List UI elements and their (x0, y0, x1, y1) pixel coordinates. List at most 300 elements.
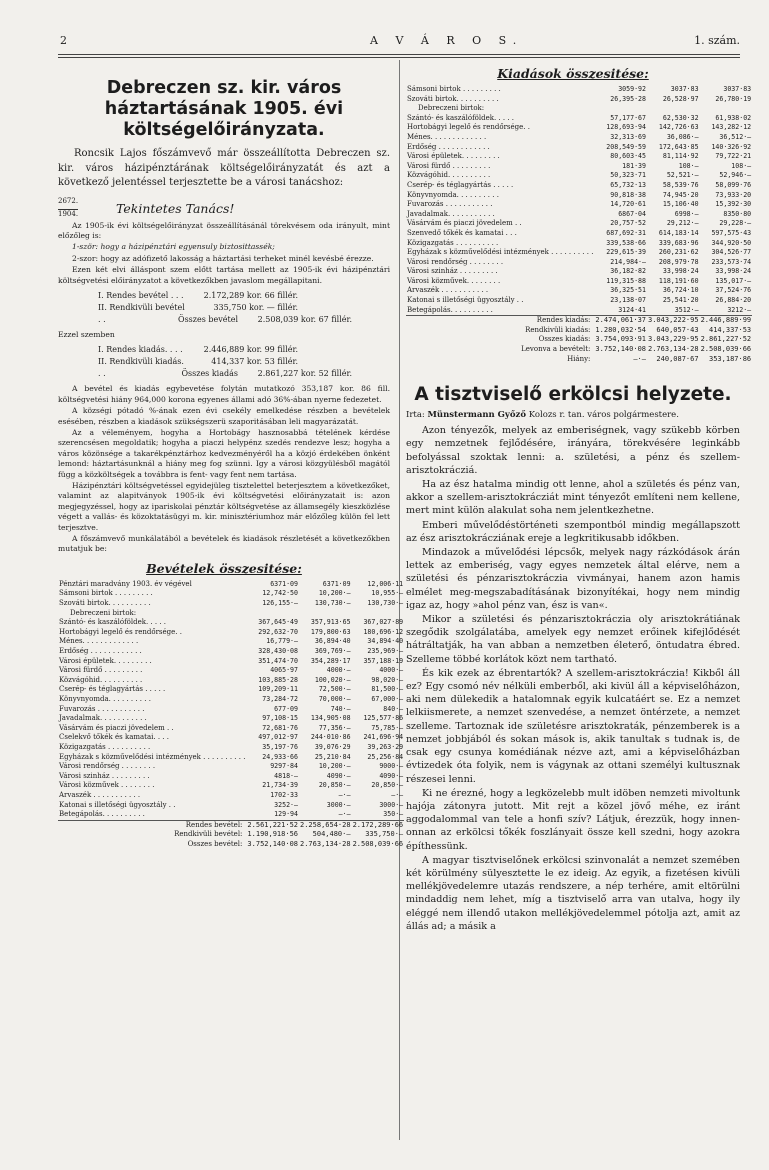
row-value: 36,894·40 (314, 637, 351, 646)
total-row (406, 345, 752, 355)
total-value: 2.474,061·37 (595, 316, 646, 325)
row-value: 740·— (330, 704, 351, 713)
row-value: 3037·83 (670, 85, 699, 93)
row-value: 90,818·38 (610, 190, 646, 199)
row-value: 3252·— (274, 800, 298, 809)
row-value: 351,474·70 (258, 656, 298, 665)
table-row (406, 277, 752, 287)
row-value: 6371·09 (270, 579, 298, 588)
table-row (58, 810, 404, 820)
row-value: 241,696·94 (363, 733, 404, 742)
row-value: 3512·— (674, 305, 699, 314)
total-value: 640,057·43 (656, 325, 699, 334)
row-value: 597,575·43 (711, 228, 752, 237)
expense-summary (98, 344, 390, 380)
row-label: Debreczeni birtok: (418, 104, 485, 113)
row-value: 6371·09 (322, 579, 351, 588)
row-value: 4065·97 (270, 666, 298, 675)
summary-total: Összes kiadás 2.861,227 kor. 52 fillér. (181, 369, 352, 379)
table-row (406, 210, 752, 220)
total-value: 2.508,039·66 (352, 839, 404, 848)
row-value: 357,913·65 (310, 618, 351, 627)
row-value: 292,632·70 (258, 627, 298, 636)
row-value: 14,720·61 (610, 200, 646, 209)
row-label: Könyvnyomda. . . . . . . . . . (59, 694, 151, 703)
row-value: 4090·— (326, 771, 351, 780)
row-value: 369,769·— (314, 647, 351, 655)
row-value: 29,228·— (719, 219, 752, 228)
row-label: Cserép- és téglagyártás . . . . . (407, 180, 514, 189)
table-row (58, 580, 404, 590)
author-title: Kolozs r. tan. város polgármestere. (528, 410, 679, 421)
table-row (58, 657, 404, 667)
row-value: 3059·92 (618, 85, 646, 93)
total-value: 3.043,229·95 (648, 335, 699, 344)
row-label: Közvágóhid. . . . . . . . . . (407, 171, 491, 180)
row-label: Fuvarozás . . . . . . . . . . . (59, 704, 145, 713)
row-value: 229,615·39 (606, 248, 646, 257)
row-value: 339,683·96 (658, 238, 699, 247)
total-row (58, 840, 404, 850)
total-label: Rendes bevétel: (58, 820, 246, 830)
row-value: —·— (338, 810, 351, 819)
row-value: 16,779·— (266, 637, 298, 646)
table-row (58, 618, 404, 628)
row-value: 97,108·15 (262, 714, 298, 723)
total-row (58, 820, 404, 830)
paragraph: Az 1905-ik évi költségelőirányzat összeállításánál törekvésem oda irányult, mint előzőleg is: (58, 220, 390, 240)
table-row (58, 628, 404, 638)
table-row (406, 200, 752, 210)
row-value: 9000·— (379, 762, 404, 771)
row-value: 20,850·— (318, 781, 351, 790)
article-title-budget: Debreczen sz. kir. város háztartásának 1905. évi költségelőirányzata. (104, 78, 344, 140)
total-label: Összes kiadás: (538, 335, 591, 344)
row-label: Városi szinház . . . . . . . . . (59, 771, 150, 780)
row-value: 6998·— (674, 209, 699, 218)
total-value: 240,087·67 (656, 354, 699, 363)
table-row (58, 772, 404, 782)
row-value: 81,500·— (371, 685, 404, 694)
table-row (406, 143, 752, 153)
total-value: 3.752,140·08 (247, 839, 298, 848)
row-label: Szováti birtok. . . . . . . . . . (59, 599, 151, 608)
right-column (406, 64, 752, 934)
row-value: 128,693·94 (606, 123, 646, 132)
revenue-table-title: Bevételek összesitése: (146, 560, 302, 576)
row-value: 3000·— (326, 800, 351, 809)
summary-total: Összes bevétel 2.508,039 kor. 67 fillér. (178, 314, 352, 324)
article-lead: Roncsik Lajos főszámvevő már összeállította Debreczen sz. kir. város házipénztárának költségelőirányzatát és azt a következő jelentéssel terjesztette be a városi tanácshoz: (58, 148, 390, 188)
row-value: 20,757·52 (610, 219, 646, 228)
row-value: 109,209·11 (258, 685, 298, 694)
paragraph: Azon tényezők, melyek az emberiségnek, vagy szükebb körben egy nemzetnek fejlődésére, irányára, törekvésére leginkább befolyással szoktak lenni: a. születési, a pénz és szellem-arisztokrácziá. (406, 425, 740, 476)
row-value: 52,946·— (719, 171, 752, 180)
row-value: 100,020·— (314, 675, 351, 684)
row-value: 108·— (731, 161, 752, 170)
row-value: 840·— (383, 704, 404, 713)
salutation: Tekintetes Tanács! (116, 200, 235, 216)
income-summary (98, 290, 390, 326)
row-label: Városi fürdő . . . . . . . . . (407, 161, 491, 170)
row-value (594, 104, 647, 114)
revenue-table (58, 580, 404, 850)
row-value: 4090·— (379, 771, 404, 780)
article-body (406, 424, 740, 933)
page-header (60, 34, 740, 50)
article-title-officials: A tisztviselő erkölcsi helyzete. (414, 384, 732, 406)
row-label: Szováti birtok. . . . . . . . . . (407, 94, 499, 103)
row-value: 36,724·10 (662, 286, 699, 295)
masthead-title: A V Á R O S. (370, 34, 524, 47)
row-value: 15,392·30 (715, 200, 752, 209)
row-label: Betegápolás. . . . . . . . . . (59, 810, 145, 819)
row-value: 244·010·86 (310, 733, 351, 742)
byline (406, 410, 740, 420)
total-label: Rendes kiadás: (406, 316, 594, 326)
paragraph: Ha az ész hatalma mindig ott lenne, ahol a születés és pénz van, akkor a szellem-arisztokrácziát mint tényezőt említeni nem kellene, mert mint külön alakulat soha nem jelentkezhetne. (406, 479, 740, 517)
total-label: Rendkivüli bevétel: (174, 830, 243, 839)
total-row (58, 830, 404, 840)
total-value: —·— (633, 354, 646, 363)
total-row (406, 335, 752, 345)
table-row (58, 599, 404, 609)
row-value: 497,012·97 (258, 733, 298, 742)
row-value: 350·— (383, 810, 404, 819)
row-value: 75,785·— (371, 723, 404, 732)
row-label: Erdőség . . . . . . . . . . . . (407, 142, 490, 151)
table-row (406, 267, 752, 277)
row-value: 36,086·— (666, 132, 699, 141)
row-value (246, 609, 299, 619)
row-value: 180,696·12 (363, 627, 404, 636)
table-row (406, 171, 752, 181)
row-value: 62,530·32 (662, 113, 699, 122)
row-value: 304,526·77 (711, 248, 752, 257)
total-label: Összes bevétel: (187, 839, 243, 848)
table-row (58, 791, 404, 801)
row-value: 39,263·29 (367, 742, 404, 751)
row-value: 4000·— (379, 666, 404, 675)
row-value: —·— (338, 790, 351, 799)
row-value: 214,984·— (610, 257, 646, 266)
row-value: 10,200·— (318, 762, 351, 771)
row-value: 77,356·— (318, 723, 351, 732)
row-value: 3212·— (727, 305, 752, 314)
row-label: Városi épületek. . . . . . . . . (59, 656, 152, 665)
table-row (58, 753, 404, 763)
row-label: Egyházak s közművelődési intézmények . . . . . . . . . . (407, 248, 594, 257)
row-value: 208,979·78 (658, 257, 699, 266)
table-row (406, 258, 752, 268)
table-row (58, 743, 404, 753)
row-label: Városi fürdő . . . . . . . . . (59, 666, 143, 675)
header-rule (58, 54, 740, 55)
row-label: Katonai s illetőségi ügyosztály . . (59, 800, 176, 809)
row-value: 367,645·49 (258, 618, 298, 627)
row-value: 26,884·20 (715, 296, 752, 305)
row-value: 32,313·69 (610, 132, 646, 141)
row-value: 140·326·92 (711, 142, 752, 151)
total-value: 414,337·53 (709, 325, 752, 334)
row-value: 181·39 (622, 161, 646, 170)
table-row (58, 801, 404, 811)
expenses-table-title: Kiadások összesitése: (497, 66, 649, 81)
row-label: Hortobágyi legelő és rendőrsége. . (407, 123, 530, 132)
row-value: 61,938·02 (715, 113, 752, 122)
table-row (406, 191, 752, 201)
row-value: 52,521·— (666, 171, 699, 180)
row-value: 26,395·28 (610, 94, 646, 103)
row-label: Sámsoni birtok . . . . . . . . . (59, 589, 153, 598)
row-label: Vásárvám és piaczi jövedelem . . (407, 219, 522, 228)
row-value: 65,732·13 (610, 180, 646, 189)
row-label: Hortobágyi legelő és rendőrsége. . (59, 627, 182, 636)
row-label: Katonai s illetőségi ügyosztály . . (407, 296, 524, 305)
paragraph: A magyar tisztviselőnek erkölcsi szinvonalát a nemzet szemében két körülmény sülyesztette le ez ideig. Az egyik, a fizetésen kivüli mellékjövedelemre utazás rendszere, a nép terhére, amit eltörülni mindaddig nem lehet, míg a tisztviselő arra van utalva, hogy ily eléggé nem illendő utakon mellékjövedelemmel pótolja azt, amit az állás ad; a másik a (406, 854, 740, 932)
row-label: Erdőség . . . . . . . . . . . . (59, 647, 142, 655)
paragraph: A községi pótadó %-ának ezen évi csekély emelkedése részben a bevételek esésében, részben a kiadások szükségszerü szaporitásában leli magyarázatát. (58, 406, 390, 426)
page-number: 2 (60, 34, 67, 47)
total-value: 2.561,221·52 (247, 820, 298, 829)
table-row (58, 666, 404, 676)
row-value: 3124·41 (618, 305, 646, 314)
row-value: 10,955·— (371, 589, 404, 598)
row-value: 179,800·63 (310, 627, 351, 636)
paragraph: Mikor a születési és pénzarisztokráczia oly arisztokrátiának szegődik szolgálatába, amelyek egy nemzet erőinek kifejlődését hátráltatják, ha van abban a nemzetben életerő, öntudatra ébred. Szelleme többé korlátok közt nem tartható. (406, 614, 740, 665)
row-value: 58,099·76 (715, 180, 752, 189)
row-label: Cserép- és téglagyártás . . . . . (59, 685, 166, 694)
row-value: 130,730·— (314, 599, 351, 608)
row-value: 25,210·84 (314, 752, 351, 761)
table-row (406, 296, 752, 306)
row-value: 67,000·— (371, 694, 404, 703)
row-value: 39,076·29 (314, 742, 351, 751)
row-label: Szántó- és kaszálóföldek. . . . . (407, 113, 514, 122)
row-value: 4000·— (326, 666, 351, 675)
table-row (406, 104, 752, 114)
row-label: Betegápolás. . . . . . . . . . (407, 305, 493, 314)
table-row (406, 306, 752, 316)
row-value: 233,573·74 (711, 257, 752, 266)
author-name: Münstermann Győző (427, 410, 527, 421)
row-value: 73,933·20 (715, 190, 752, 199)
table-row (406, 133, 752, 143)
row-value: 344,920·50 (711, 238, 752, 247)
reference-year: 1904. (58, 209, 79, 218)
row-value: 235,969·— (367, 647, 404, 655)
row-value: 328,430·08 (258, 647, 298, 655)
row-label: Városi szinház . . . . . . . . . (407, 267, 498, 276)
row-value: 687,692·31 (606, 228, 646, 237)
total-value: 1.190,918·56 (247, 830, 298, 839)
total-value: 353,187·86 (709, 354, 752, 363)
row-value: 70,000·— (318, 694, 351, 703)
row-value: 677·09 (274, 704, 298, 713)
row-label: Városi közművek. . . . . . . . (407, 276, 501, 285)
row-value: 260,231·62 (658, 248, 699, 257)
row-label: Szenvedő tőkék és kamatai . . . (407, 228, 517, 237)
row-value: 36,512·— (719, 132, 752, 141)
row-value: 35,197·76 (262, 742, 298, 751)
row-value: 208,549·59 (606, 142, 646, 151)
total-value: 2.258,654·28 (300, 820, 351, 829)
total-value: 2.763,134·28 (648, 345, 699, 354)
table-row (58, 695, 404, 705)
table-row (406, 229, 752, 239)
row-value: 36,182·82 (610, 267, 646, 276)
paragraph: 1-ször: hogy a házipénztári egyensuly biztosittassék; (72, 242, 275, 252)
row-value: 57,177·67 (610, 113, 646, 122)
row-value: 12,742·50 (262, 589, 298, 598)
table-row (406, 114, 752, 124)
row-value: 25,256·84 (367, 752, 404, 761)
paragraph: Ezzel szemben (58, 329, 115, 339)
total-value: 3.754,093·91 (595, 335, 646, 344)
summary-row: II. Rendkivüli bevétel . . 335,750 kor. — fillér. (98, 302, 298, 324)
total-row (406, 326, 752, 336)
table-row (58, 647, 404, 657)
row-value: 172,643·85 (658, 142, 699, 151)
row-value: 134,905·08 (310, 714, 351, 723)
paragraph: Emberi művelődéstörténeti szempontból mindig megállapszott az ész arisztokrácziának ereje a legkritikusabb időkben. (406, 519, 740, 544)
row-value (647, 104, 700, 114)
summary-row: II. Rendkivüli kiadás. . . 414,337 kor. 53 fillér. (98, 357, 298, 379)
row-label: Javadalmak. . . . . . . . . . . (59, 714, 147, 723)
paragraph: És kik ezek az ébrentartók? A szellem-arisztokráczia! Kikből áll ez? Egy csomó név nélküli emberből, aki kivül áll a képviselőházon, aki nem dülekedik a hatalomnak egyik kulcatáért se. Ez a nemzet lelkiismerete, a nemzet szenvedése, a nemzet öntérzete, a nemzet szelleme. Tartoznak ide születésre arisztokraták, pénzemberek is a nemzet jobbjából és sokan mások is, akik tanultak s tudnak is, de csak egy csunya komédiának nézve azt, ami a képviselőházban évtizedek óta folyik, nem is vágynak az ottani személyi kultusznak részesei lenni. (406, 667, 740, 785)
row-value: 74,945·20 (662, 190, 699, 199)
paragraph: 2-szor: hogy az adófizető lakosság a háztartási terheket minél kevésbé érezze. (72, 253, 374, 263)
paragraph: Mindazok a művelődési lépcsők, melyek nagy rázkódások árán lettek az emberiség, vagy egyes nemzetek által elérve, nem a születési és pénzarisztokráczia vivmányai, hanem azon hamis elmélet meg-megszabadításának bizonyítékai, hogy nem mindig igaz az, hogy »ahol pénz van, ész is van«. (406, 547, 740, 611)
total-value: 504,480·— (312, 830, 351, 839)
total-value: 1.280,032·54 (595, 325, 646, 334)
row-value: 129·94 (274, 810, 298, 819)
row-value: 8350·80 (723, 209, 752, 218)
row-value: 119,315·88 (606, 276, 646, 285)
header-rule-thin (58, 57, 740, 58)
row-value: 108·— (678, 161, 699, 170)
table-row (58, 724, 404, 734)
table-row (406, 219, 752, 229)
table-row (406, 152, 752, 162)
paragraph: Az a véleményem, hogyha a Hortobágy hasznosabbá tételének kérdése szerencsésen megoldatik; hogyha a piaczi helypénz szedés rendezve lesz; hogyha a város közönsége a takarékpénztárhoz kedvezményéről ha a közjó érdekében önként lemond: háztartásunknál a hiány meg fog szünni. Igy a városi közgyülésből magától függ a közköltségek a továbbra is fent- vagy fent nem tartása. (58, 427, 390, 479)
row-label: Debreczeni birtok: (70, 608, 137, 617)
table-row (406, 123, 752, 133)
paragraph: Ki ne érezné, hogy a legközelebb mult idöben nemzeti mivoltunk hajója zátonyra jutott. Mit rejt a közel jövő méhe, ez iránt aggodalommal van tele a honfi szív? Látjuk, érezzük, hogy innen-onnan az erkölcsi tőkék foszlányait össze kell szedni, hogy azokra építhessünk. (406, 787, 740, 852)
row-label: Ménes. . . . . . . . . . . . . (407, 132, 487, 141)
row-value: 4818·— (274, 771, 298, 780)
table-row (58, 589, 404, 599)
row-value: 34,894·40 (367, 637, 404, 646)
row-value: 142,726·63 (658, 123, 699, 132)
salutation-block (58, 195, 390, 221)
total-value: 3.043,222·95 (648, 316, 699, 325)
row-label: Ménes. . . . . . . . . . . . . (59, 637, 139, 646)
row-value: 24,933·66 (262, 752, 298, 761)
row-value: 130,730·— (367, 599, 404, 608)
paragraph: A bevétel és kiadás egybevetése folytán mutatkozó 353,187 kor. 86 fill. költségvetési hiány 964,000 korona egyenes állami adó 36%-ában nyerne fedezetet. (58, 384, 390, 404)
row-value: 9297·84 (270, 762, 298, 771)
issue-number: 1. szám. (694, 34, 740, 47)
row-value: 125,577·86 (363, 714, 404, 723)
row-value: 23,138·07 (610, 296, 646, 305)
row-value: 79,722·21 (715, 152, 752, 161)
row-value: —·— (391, 790, 404, 799)
row-value: 339,538·66 (606, 238, 646, 247)
total-value: 335,750·— (365, 830, 404, 839)
table-row (406, 248, 752, 258)
row-value: 98,020·— (371, 675, 404, 684)
row-value: 26,780·19 (715, 94, 752, 103)
total-row (406, 316, 752, 326)
row-label: Közvágóhid. . . . . . . . . . (59, 675, 143, 684)
table-row (406, 286, 752, 296)
row-value: 33,998·24 (715, 267, 752, 276)
row-label: Cselekvő tőkék és kamatai. . . . (59, 733, 169, 742)
row-label: Városi épületek. . . . . . . . . (407, 152, 500, 161)
row-value (352, 609, 405, 619)
table-row (406, 181, 752, 191)
row-value: 80,603·45 (610, 152, 646, 161)
total-row (406, 355, 752, 365)
row-value: 103,885·28 (258, 675, 298, 684)
table-row (58, 676, 404, 686)
total-value: 2.861,227·52 (700, 335, 752, 344)
table-row (58, 781, 404, 791)
total-label: Levonva a bevételt: (521, 345, 591, 354)
row-value: 143,282·12 (711, 123, 752, 132)
row-label: Városi rendőrség . . . . . . . . (59, 762, 156, 771)
row-label: Javadalmak. . . . . . . . . . . (407, 209, 495, 218)
total-value: 2.446,889·99 (700, 316, 752, 325)
table-row (58, 705, 404, 715)
table-row (58, 714, 404, 724)
table-row (58, 685, 404, 695)
row-label: Sámsoni birtok . . . . . . . . . (407, 85, 501, 93)
left-column (58, 70, 404, 849)
row-value: 20,850·— (371, 781, 404, 790)
row-value: 357,188·19 (363, 656, 404, 665)
row-value (299, 609, 352, 619)
row-label: Városi rendőrség . . . . . . . . (407, 257, 504, 266)
row-value: 367,027·89 (363, 618, 404, 627)
total-value: 2.172,289·66 (352, 820, 404, 829)
paragraph: A főszámvevő munkálatából a bevételek és kiadások részletését a következőkben mutatjuk be: (58, 534, 390, 554)
row-label: Közigazgatás . . . . . . . . . . (407, 238, 499, 247)
table-row (406, 95, 752, 105)
reference-number: 2672. (58, 196, 79, 205)
row-value (700, 104, 753, 114)
row-value: 1702·33 (270, 790, 298, 799)
row-label: Könyvnyomda. . . . . . . . . . (407, 190, 499, 199)
row-label: Árvaszék . . . . . . . . . . . (407, 286, 489, 295)
row-value: 36,325·51 (610, 286, 646, 295)
table-row (406, 239, 752, 249)
row-label: Árvaszék . . . . . . . . . . . (59, 790, 141, 799)
paragraph: Házipénztári költségvetéssel egyidejüleg tisztelettel beterjesztem a következőket, valamint az alapitványok 1905-ik évi költségvetési előirányzatait is: azon megjegyzéssel, hogy az ipariskolai pénztár költségvetése az államsegély kieszközlése végett a vallás- és közoktatásügyi m. kir. minisztériumhoz már előzőleg külön fel lett terjesztve. (58, 481, 390, 532)
row-label: Szántó- és kaszálóföldek. . . . . (59, 618, 166, 627)
row-value: 21,734·39 (262, 781, 298, 790)
table-row (406, 85, 752, 95)
summary-row: I. Rendes bevétel . . . 2.172,289 kor. 66 fillér. (98, 290, 298, 300)
row-value: 126,155·— (262, 599, 298, 608)
row-label: Vásárvám és piaczi jövedelem . . (59, 723, 174, 732)
row-value: 26,528·97 (662, 94, 699, 103)
row-label: Pénztári maradvány 1903. év végével (59, 579, 192, 588)
row-value: 37,524·76 (715, 286, 752, 295)
byline-prefix: Irta: (406, 410, 425, 421)
row-label: Fuvarozás . . . . . . . . . . . (407, 200, 493, 209)
